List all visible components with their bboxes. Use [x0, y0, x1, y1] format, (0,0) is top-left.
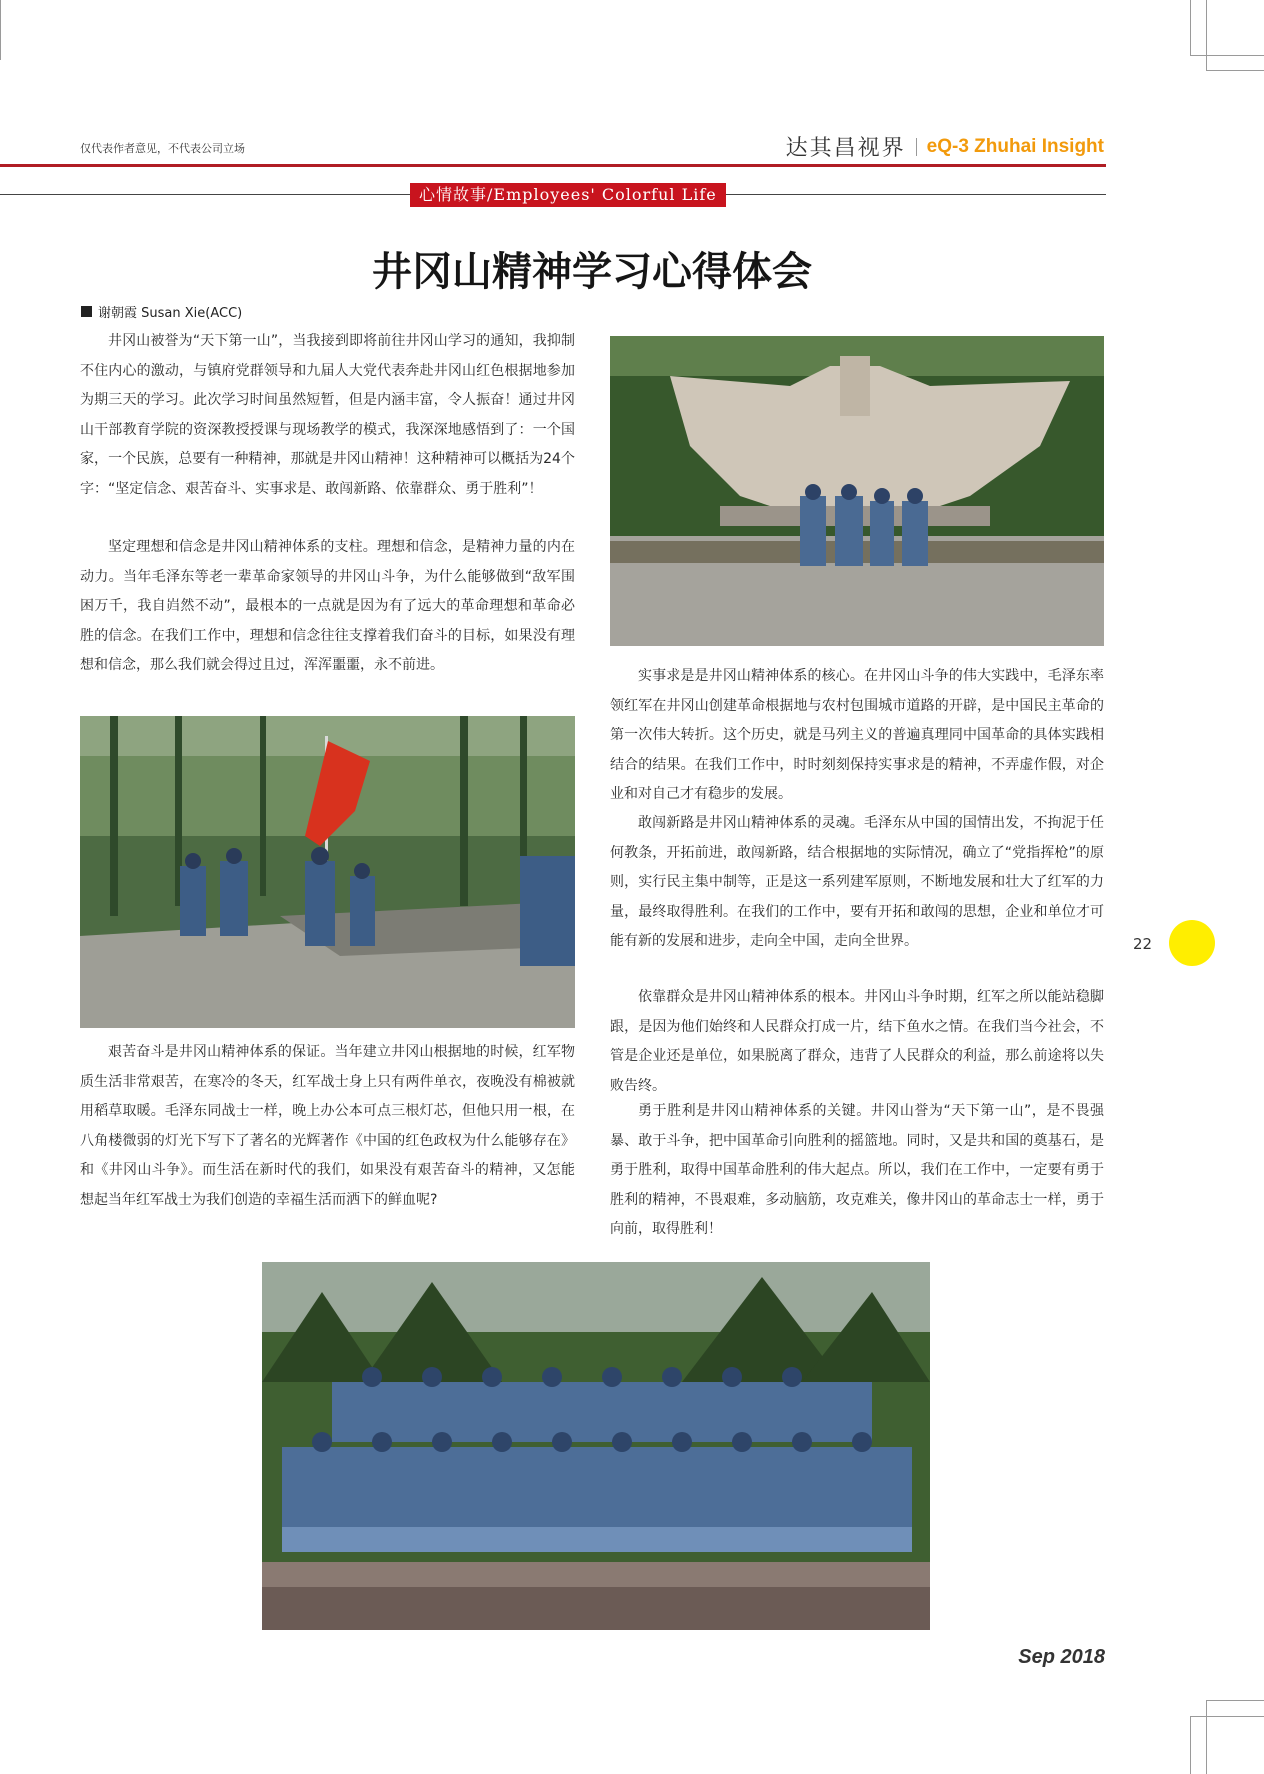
photo-march [80, 716, 575, 1028]
crop-mark [0, 0, 1, 60]
brand [786, 131, 1104, 162]
author-name: 谢朝霞 Susan Xie(ACC) [98, 306, 243, 321]
paragraph-hardship: 艰苦奋斗是井冈山精神体系的保证。当年建立井冈山根据地的时候，红军物质生活非常艰苦，在寒冷的冬天，红军战士身上只有两件单衣，夜晚没有棉被就用稻草取暖。毛泽东同战士一样，晚上办公本可点三根灯芯，但他只用一根，在八角楼微弱的灯光下写下了著名的光辉著作《中国的红色政权为什么能够存在》和《井冈山斗争》。而生活在新时代的我们，如果没有艰苦奋斗的精神，又怎能想起当年红军战士为我们创造的幸福生活而洒下的鲜血呢? [80, 1044, 575, 1208]
disclaimer: 仅代表作者意见，不代表公司立场 [80, 142, 245, 155]
bullet-square-icon [81, 306, 92, 317]
paragraph-truth: 实事求是是井冈山精神体系的核心。在井冈山斗争的伟大实践中，毛泽东率领红军在井冈山创建革命根据地与农村包围城市道路的开辟，是中国民主革命的第一次伟大转折。这个历史，就是马列主义的普遍真理同中国革命的具体实践相结合的结果。在我们工作中，时时刻刻保持实事求是的精神，不弄虚作假，对企业和对自己才有稳步的发展。 [610, 668, 1104, 802]
photo-group [262, 1262, 930, 1630]
header-rule [0, 164, 1106, 167]
brand-cn: 达其昌视界 [785, 136, 906, 161]
issue-date: Sep 2018 [1018, 1646, 1105, 1668]
paragraph-ideals: 坚定理想和信念是井冈山精神体系的支柱。理想和信念，是精神力量的内在动力。当年毛泽东等老一辈革命家领导的井冈山斗争，为什么能够做到“敌军围困万千，我自岿然不动”，最根本的一点就是因为有了远大的革命理想和革命必胜的信念。在我们工作中，理想和信念往往支撑着我们奋斗的目标，如果没有理想和信念，那么我们就会得过且过，浑浑噩噩，永不前进。 [80, 539, 575, 673]
crop-mark [1206, 70, 1264, 71]
crop-mark [1190, 1716, 1264, 1717]
crop-mark [1206, 0, 1207, 70]
brand-divider [916, 138, 917, 156]
page-number: 22 [1133, 935, 1153, 953]
article-title: 井冈山精神学习心得体会 [372, 249, 812, 295]
photo-monument [610, 336, 1104, 646]
crop-mark [1190, 0, 1191, 55]
paragraph-intro: 井冈山被誉为“天下第一山”，当我接到即将前往井冈山学习的通知，我抑制不住内心的激动，与镇府党群领导和九届人大党代表奔赴井冈山红色根据地参加为期三天的学习。此次学习时间虽然短暂，但是内涵丰富，令人振奋！通过井冈山干部教育学院的资深教授授课与现场教学的模式，我深深地感悟到了：一个国家，一个民族，总要有一种精神，那就是井冈山精神！这种精神可以概括为24个字：“坚定信念、艰苦奋斗、实事求是、敢闯新路、依靠群众、勇于胜利”！ [80, 333, 575, 497]
page-marker-dot [1169, 920, 1215, 966]
author-line [81, 302, 242, 321]
crop-mark [1190, 55, 1264, 56]
crop-mark [1206, 1700, 1207, 1774]
crop-mark [1206, 1700, 1264, 1701]
section-tag: 心情故事/Employees' Colorful Life [410, 183, 726, 207]
paragraph-people: 依靠群众是井冈山精神体系的根本。井冈山斗争时期，红军之所以能站稳脚跟，是因为他们始终和人民群众打成一片，结下鱼水之情。在我们当今社会，不管是企业还是单位，如果脱离了群众，违背了人民群众的利益，那么前途将以失败告终。 [610, 989, 1104, 1094]
crop-mark [1190, 1716, 1191, 1774]
brand-en: eQ-3 Zhuhai Insight [926, 135, 1104, 157]
paragraph-victory: 勇于胜利是井冈山精神体系的关键。井冈山誉为“天下第一山”，是不畏强暴、敢于斗争，把中国革命引向胜利的摇篮地。同时，又是共和国的奠基石，是勇于胜利，取得中国革命胜利的伟大起点。所以，我们在工作中，一定要有勇于胜利的精神，不畏艰难，多动脑筋，攻克难关，像井冈山的革命志士一样，勇于向前，取得胜利！ [610, 1103, 1104, 1237]
paragraph-new-path: 敢闯新路是井冈山精神体系的灵魂。毛泽东从中国的国情出发，不拘泥于任何教条，开拓前进，敢闯新路，结合根据地的实际情况，确立了“党指挥枪”的原则，实行民主集中制等，正是这一系列建军原则，不断地发展和壮大了红军的力量，最终取得胜利。在我们的工作中，要有开拓和敢闯的思想，企业和单位才可能有新的发展和进步，走向全中国，走向全世界。 [610, 815, 1104, 949]
